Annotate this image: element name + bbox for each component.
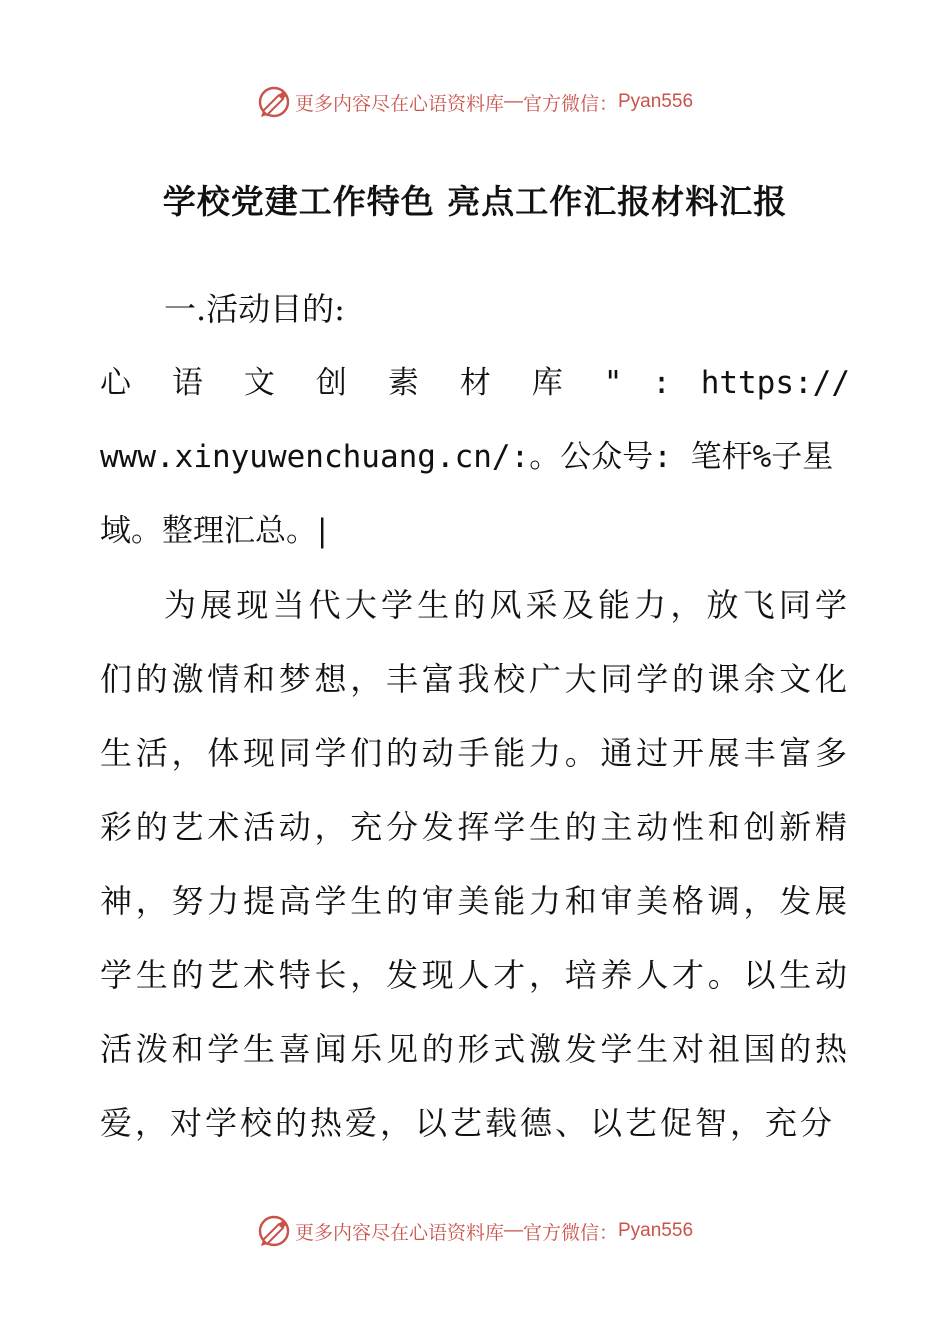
watermark-wechat-label: 官方微信： [522,92,618,115]
watermark-wechat-account: Pyan556 [618,91,694,112]
reference-line-1: 心 语 文 创 素 材 库 " : https:// [100,365,850,401]
pen-circle-logo-icon [257,1214,291,1248]
footer-watermark [0,1209,950,1253]
header-watermark [0,80,950,124]
pen-circle-logo-icon [257,85,291,119]
reference-line-3: 域。整理汇总。| [100,513,328,549]
document-title: 学校党建工作特色 亮点工作汇报材料汇报 [162,182,788,221]
reference-line-2: www.xinyuwenchuang.cn/:。公众号: 笔杆%子星 [100,439,834,475]
document-body [100,272,850,1160]
watermark-site-text: 更多内容尽在心语资料库 [294,1221,504,1244]
body-paragraph: 为展现当代大学生的风采及能力，放飞同学们的激情和梦想，丰富我校广大同学的课余文化生活，体现同学们的动手能力。通过开展丰富多彩的艺术活动，充分发挥学生的主动性和创新精神，努力提高学生的审美能力和审美格调，发展学生的艺术特长，发现人才，培养人才。以生动活泼和学生喜闻乐见的形式激发学生对祖国的热爱，对学校的热爱，以艺载德、以艺促智，充分 [100,586,850,1142]
section-heading: 一.活动目的: [164,290,345,328]
watermark-site-text: 更多内容尽在心语资料库 [294,92,504,115]
watermark-wechat-label: 官方微信： [522,1221,618,1244]
watermark-wechat-account: Pyan556 [618,1220,694,1241]
watermark-dash: — [503,91,523,112]
watermark-dash: — [503,1220,523,1241]
